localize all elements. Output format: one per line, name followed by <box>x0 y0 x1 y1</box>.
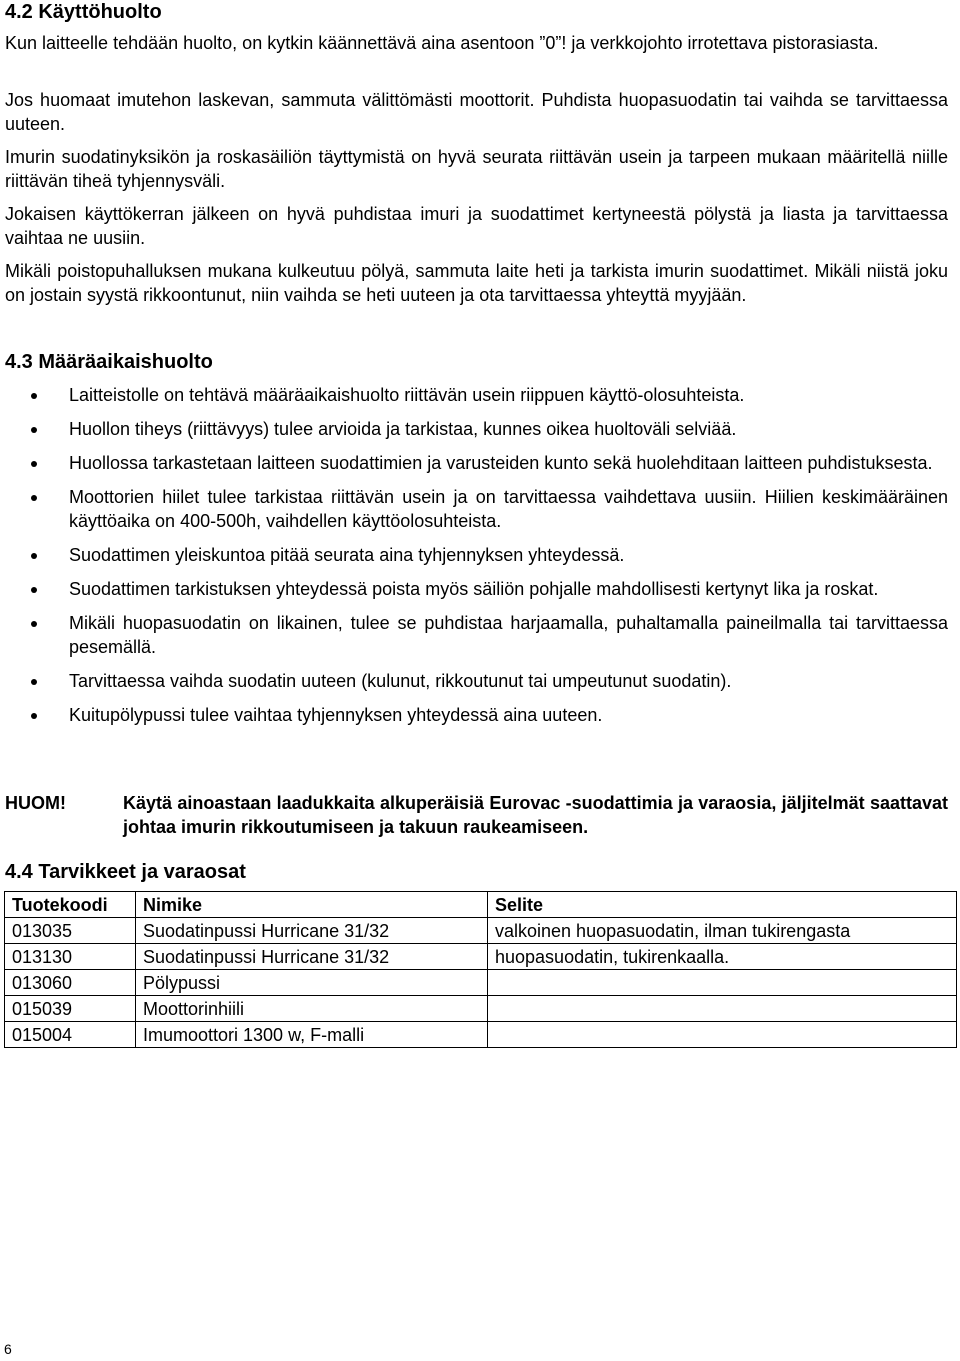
table-row <box>5 918 957 944</box>
column-header-item-name: Nimike <box>136 892 488 918</box>
maintenance-bullet-list <box>5 383 948 737</box>
list-item-text: Tarvittaessa vaihda suodatin uuteen (kulunut, rikkoutunut tai umpeutunut suodatin). <box>69 671 732 691</box>
paragraph: Jos huomaat imutehon laskevan, sammuta välittömästi moottorit. Puhdista huopasuodatin tai vaihda se tarvittaessa uuteen. <box>5 90 948 134</box>
list-item-text: Suodattimen tarkistuksen yhteydessä poista myös säiliön pohjalle mahdollisesti kertynyt lika ja roskat. <box>69 579 879 599</box>
list-item <box>5 669 948 693</box>
list-item <box>5 577 948 601</box>
bullet-icon <box>31 679 37 685</box>
table-cell: 013130 <box>5 944 136 970</box>
table-cell <box>488 970 957 996</box>
bullet-icon <box>31 427 37 433</box>
list-item <box>5 611 948 659</box>
list-item-text: Mikäli huopasuodatin on likainen, tulee se puhdistaa harjaamalla, puhaltamalla paineilmalla tai tarvittaessa pesemällä. <box>69 613 948 657</box>
page-number: 6 <box>4 1341 12 1357</box>
bullet-icon <box>31 495 37 501</box>
list-item <box>5 417 948 441</box>
table-cell: 015004 <box>5 1022 136 1048</box>
paragraph: Imurin suodatinyksikön ja roskasäiliön täyttymistä on hyvä seurata riittävän usein ja tarpeen mukaan määritellä niille riittävän tiheä tyhjennysväli. <box>5 147 948 191</box>
table-cell: huopasuodatin, tukirenkaalla. <box>488 944 957 970</box>
table-row <box>5 996 957 1022</box>
paragraph: Kun laitteelle tehdään huolto, on kytkin käännettävä aina asentoon ”0”! ja verkkojohto irrotettava pistorasiasta. <box>5 33 879 53</box>
section-title-spare-parts: 4.4 Tarvikkeet ja varaosat <box>5 861 246 883</box>
table-cell: Moottorinhiili <box>136 996 488 1022</box>
list-item-text: Kuitupölypussi tulee vaihtaa tyhjennyksen yhteydessä aina uuteen. <box>69 705 603 725</box>
notice-text: Käytä ainoastaan laadukkaita alkuperäisiä Eurovac -suodattimia ja varaosia, jäljitelmät saattavat johtaa imurin rikkoutumiseen ja takuun raukeamiseen. <box>123 793 948 837</box>
bullet-icon <box>31 553 37 559</box>
spare-parts-table <box>4 891 957 1048</box>
section-title-maintenance: 4.2 Käyttöhuolto <box>5 1 162 23</box>
notice-block <box>5 791 948 839</box>
list-item <box>5 383 948 407</box>
list-item-text: Huollossa tarkastetaan laitteen suodattimien ja varusteiden kunto sekä huolehditaan laitteen puhdistuksesta. <box>69 453 933 473</box>
table-cell: 013060 <box>5 970 136 996</box>
bullet-icon <box>31 461 37 467</box>
bullet-icon <box>31 587 37 593</box>
paragraph: Jokaisen käyttökerran jälkeen on hyvä puhdistaa imuri ja suodattimet kertyneestä pölystä ja liasta ja tarvittaessa vaihtaa ne uusiin. <box>5 204 948 248</box>
table-cell <box>488 996 957 1022</box>
table-cell: Pölypussi <box>136 970 488 996</box>
table-row <box>5 944 957 970</box>
list-item <box>5 543 948 567</box>
table-header-row <box>5 892 957 918</box>
notice-label: HUOM! <box>5 793 66 813</box>
table-cell: Suodatinpussi Hurricane 31/32 <box>136 918 488 944</box>
list-item <box>5 451 948 475</box>
section-title-periodic-maintenance: 4.3 Määräaikaishuolto <box>5 351 213 373</box>
table-row <box>5 1022 957 1048</box>
column-header-product-code: Tuotekoodi <box>5 892 136 918</box>
list-item-text: Moottorien hiilet tulee tarkistaa riittävän usein ja on tarvittaessa vaihdettava uusiin. Hiilien keskimääräinen käyttöaika on 400-500h, vaihdellen käyttöolosuhteista. <box>69 487 948 531</box>
list-item <box>5 703 948 727</box>
bullet-icon <box>31 621 37 627</box>
table-cell <box>488 1022 957 1048</box>
list-item-text: Huollon tiheys (riittävyys) tulee arvioida ja tarkistaa, kunnes oikea huoltoväli selviää. <box>69 419 737 439</box>
paragraph: Mikäli poistopuhalluksen mukana kulkeutuu pölyä, sammuta laite heti ja tarkista imurin suodattimet. Mikäli niistä joku on jostain syystä rikkoontunut, niin vaihda se heti uuteen ja ota tarvittaessa yhteyttä myyjään. <box>5 261 948 305</box>
table-cell: 013035 <box>5 918 136 944</box>
table-cell: valkoinen huopasuodatin, ilman tukirengasta <box>488 918 957 944</box>
table-cell: Suodatinpussi Hurricane 31/32 <box>136 944 488 970</box>
column-header-description: Selite <box>488 892 957 918</box>
table-row <box>5 970 957 996</box>
table-cell: 015039 <box>5 996 136 1022</box>
table-cell: Imumoottori 1300 w, F-malli <box>136 1022 488 1048</box>
bullet-icon <box>31 713 37 719</box>
list-item-text: Laitteistolle on tehtävä määräaikaishuolto riittävän usein riippuen käyttö-olosuhteista. <box>69 385 745 405</box>
bullet-icon <box>31 393 37 399</box>
list-item <box>5 485 948 533</box>
list-item-text: Suodattimen yleiskuntoa pitää seurata aina tyhjennyksen yhteydessä. <box>69 545 625 565</box>
